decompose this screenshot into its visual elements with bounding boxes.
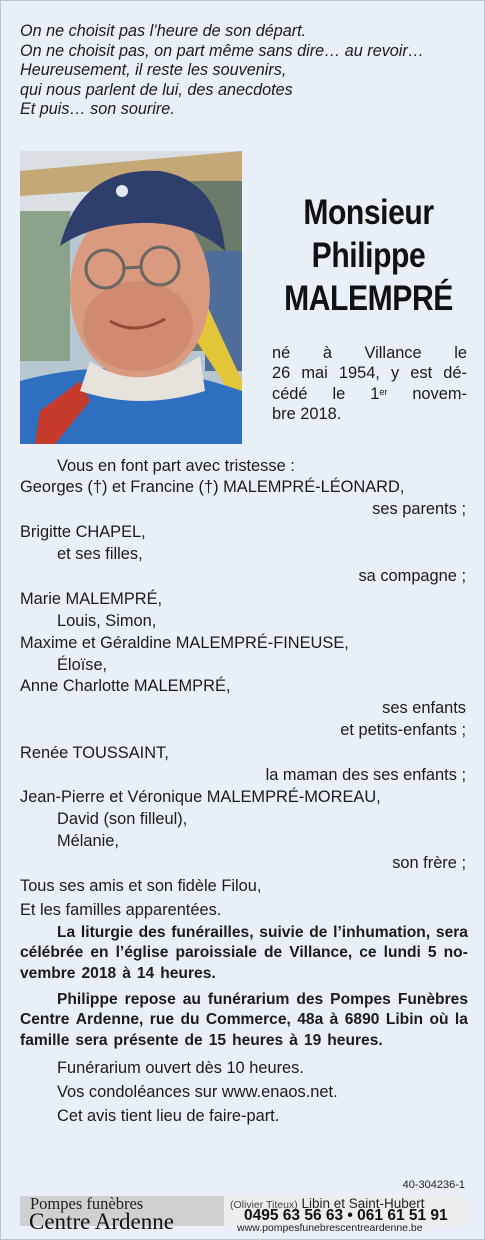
- deceased-title: Monsieur: [303, 193, 434, 232]
- funerarium-hours: Funérarium ouvert dès 10 heures.: [57, 1059, 304, 1077]
- funeral-home-contact: [224, 1196, 468, 1234]
- funeral-home-owner: (Olivier Titeux): [230, 1199, 298, 1211]
- grandchildren-1: Louis, Simon,: [57, 612, 157, 630]
- paragraph-word: paroissiale: [175, 944, 257, 962]
- children-role-line-2: et petits-enfants ;: [340, 721, 466, 739]
- partner-daughters: et ses filles,: [57, 545, 143, 563]
- deceased-portrait-photo: [20, 151, 242, 444]
- paragraph-word: vembre: [20, 964, 76, 982]
- paragraph-word: au: [182, 991, 201, 1008]
- partner-role: sa compagne ;: [358, 567, 466, 585]
- liturgy-line-1: [20, 923, 468, 943]
- paragraph-word: l’église: [115, 944, 169, 962]
- announcement-intro: Vous en font part avec tristesse :: [57, 457, 295, 475]
- nephew: David (son filleul),: [57, 810, 188, 828]
- paragraph-word: de: [263, 944, 283, 962]
- bio-word: y: [390, 364, 400, 383]
- brother-role: son frère ;: [392, 854, 466, 872]
- bio-word: novem-: [412, 384, 467, 403]
- grandchild-2: Éloïse,: [57, 656, 108, 674]
- paragraph-word: de: [309, 924, 328, 941]
- poem-line-3: Heureusement, il reste les souvenirs,: [20, 61, 287, 80]
- funeral-home-banner: [20, 1194, 468, 1234]
- bio-word: le: [332, 384, 346, 403]
- poem: [20, 22, 480, 120]
- paragraph-word: où: [429, 1011, 449, 1029]
- child-3: Anne Charlotte MALEMPRÉ,: [20, 677, 231, 695]
- mother-role: la maman des ses enfants ;: [265, 766, 466, 784]
- paragraph-word: présente: [113, 1031, 179, 1049]
- poem-line-5: Et puis… son sourire.: [20, 100, 175, 119]
- bio-word: le: [454, 344, 467, 362]
- paragraph-word: funérailles,: [171, 924, 254, 941]
- paragraph-word: de: [184, 1031, 203, 1049]
- paragraph-word: sera: [435, 924, 468, 941]
- liturgy-line-3: [20, 964, 468, 984]
- brother-names: Jean-Pierre et Véronique MALEMPRÉ-MOREAU,: [20, 788, 381, 806]
- notice-statement: Cet avis tient lieu de faire-part.: [57, 1107, 280, 1125]
- paragraph-word: célébrée: [20, 944, 84, 962]
- bio-line-3: [272, 384, 467, 404]
- rest-line-1: [20, 990, 468, 1010]
- paragraph-word: à: [289, 1031, 298, 1049]
- rest-line-3: [20, 1031, 468, 1051]
- child-2: Maxime et Géraldine MALEMPRÉ-FINEUSE,: [20, 634, 349, 652]
- paragraph-word: en: [90, 944, 109, 962]
- niece: Mélanie,: [57, 832, 119, 850]
- paragraph-word: suivie: [259, 924, 304, 941]
- mother-of-children: Renée TOUSSAINT,: [20, 744, 169, 762]
- paragraph-word: Pompes: [330, 991, 391, 1008]
- child-1: Marie MALEMPRÉ,: [20, 590, 163, 608]
- paragraph-word: Funèbres: [397, 991, 468, 1008]
- parents-names: Georges (†) et Francine (†) MALEMPRÉ-LÉONARD,: [20, 478, 405, 496]
- paragraph-word: famille: [20, 1031, 70, 1049]
- reference-number: 40-304236-1: [402, 1179, 465, 1191]
- paragraph-word: La: [57, 924, 76, 941]
- families-line: Et les familles apparentées.: [20, 901, 222, 919]
- paragraph-word: 2018: [81, 964, 117, 982]
- bio-word: est: [410, 364, 433, 383]
- bio-word: 1954,: [338, 364, 380, 383]
- paragraph-word: sera: [75, 1031, 108, 1049]
- deceased-last-name: MALEMPRÉ: [284, 279, 453, 318]
- funeral-liturgy-paragraph: [20, 923, 468, 984]
- paragraph-word: Ardenne,: [75, 1011, 144, 1029]
- paragraph-word: des: [138, 924, 166, 941]
- bio-word: à: [322, 344, 332, 362]
- paragraph-word: heures: [232, 1031, 284, 1049]
- bio-line-1: [272, 343, 467, 363]
- paragraph-word: à: [122, 964, 131, 982]
- funeral-home-locations: Libin et Saint-Hubert: [301, 1196, 425, 1211]
- poem-line-4: qui nous parlent de lui, des anecdotes: [20, 80, 293, 99]
- paragraph-word: Villance,: [289, 944, 353, 962]
- paragraph-word: 14: [136, 964, 155, 982]
- paragraph-word: Libin: [385, 1011, 424, 1029]
- paragraph-word: 15: [208, 1031, 227, 1049]
- poem-line-1: On ne choisit pas l’heure de son départ.: [20, 22, 307, 40]
- funeral-home-name-line-2: Centre Ardenne: [29, 1209, 174, 1234]
- ordinal-suffix: er: [379, 386, 388, 397]
- bio-date-day: [370, 384, 387, 404]
- bio-word: dé-: [443, 364, 467, 383]
- paragraph-word: à: [329, 1011, 339, 1029]
- liturgy-line-2: [20, 943, 468, 963]
- paragraph-word: du: [180, 1011, 200, 1029]
- paragraph-word: Centre: [20, 1011, 70, 1029]
- bio-word: Villance: [364, 344, 422, 362]
- deceased-name: [272, 191, 466, 320]
- paragraph-word: rue: [149, 1011, 175, 1029]
- funeral-home-website[interactable]: www.pompesfunebrescentreardenne.be: [237, 1222, 423, 1234]
- paragraph-word: 19: [303, 1031, 322, 1049]
- paragraph-word: 5: [427, 944, 437, 962]
- rest-line-2: [20, 1010, 468, 1030]
- paragraph-word: funérarium: [207, 991, 290, 1008]
- paragraph-word: ce: [359, 944, 377, 962]
- paragraph-word: no-: [443, 944, 468, 962]
- portrait-illustration: [20, 151, 242, 444]
- bio-word: 26: [272, 364, 291, 383]
- funeral-home-phones[interactable]: 0495 63 56 63 • 061 61 51 91: [244, 1207, 448, 1224]
- partner-name: Brigitte CHAPEL,: [20, 523, 146, 541]
- day-number: 1: [370, 384, 380, 403]
- paragraph-word: 6890: [344, 1011, 380, 1029]
- paragraph-word: liturgie: [80, 924, 133, 941]
- poem-line-2: On ne choisit pas, on part même sans dire… au revoir…: [20, 41, 424, 60]
- condolences-link[interactable]: Vos condoléances sur www.enaos.net.: [57, 1083, 338, 1101]
- paragraph-word: lundi: [383, 944, 421, 962]
- paragraph-word: heures.: [327, 1031, 383, 1049]
- bio-word: mai: [301, 364, 328, 383]
- paragraph-word: la: [454, 1011, 468, 1029]
- paragraph-word: Commerce,: [205, 1011, 291, 1029]
- paragraph-word: heures.: [160, 964, 216, 982]
- bio-word: né: [272, 344, 291, 362]
- paragraph-word: repose: [124, 991, 176, 1008]
- children-role-line-1: ses enfants: [382, 699, 466, 717]
- paragraph-word: Philippe: [57, 991, 118, 1008]
- friends-line: Tous ses amis et son fidèle Filou,: [20, 877, 262, 895]
- funeral-home-rest-paragraph: [20, 990, 468, 1051]
- paragraph-word: l’inhumation,: [333, 924, 431, 941]
- deceased-first-name: Philippe: [311, 236, 426, 275]
- bio-line-4: bre 2018.: [272, 405, 342, 424]
- bio-line-2: [272, 363, 467, 383]
- paragraph-word: des: [296, 991, 324, 1008]
- parents-role: ses parents ;: [372, 500, 466, 518]
- paragraph-word: 48a: [297, 1011, 324, 1029]
- funeral-home-name-line-1: Pompes funèbres: [30, 1194, 144, 1213]
- bio-word: cédé: [272, 384, 308, 403]
- birth-death-details: [272, 343, 467, 425]
